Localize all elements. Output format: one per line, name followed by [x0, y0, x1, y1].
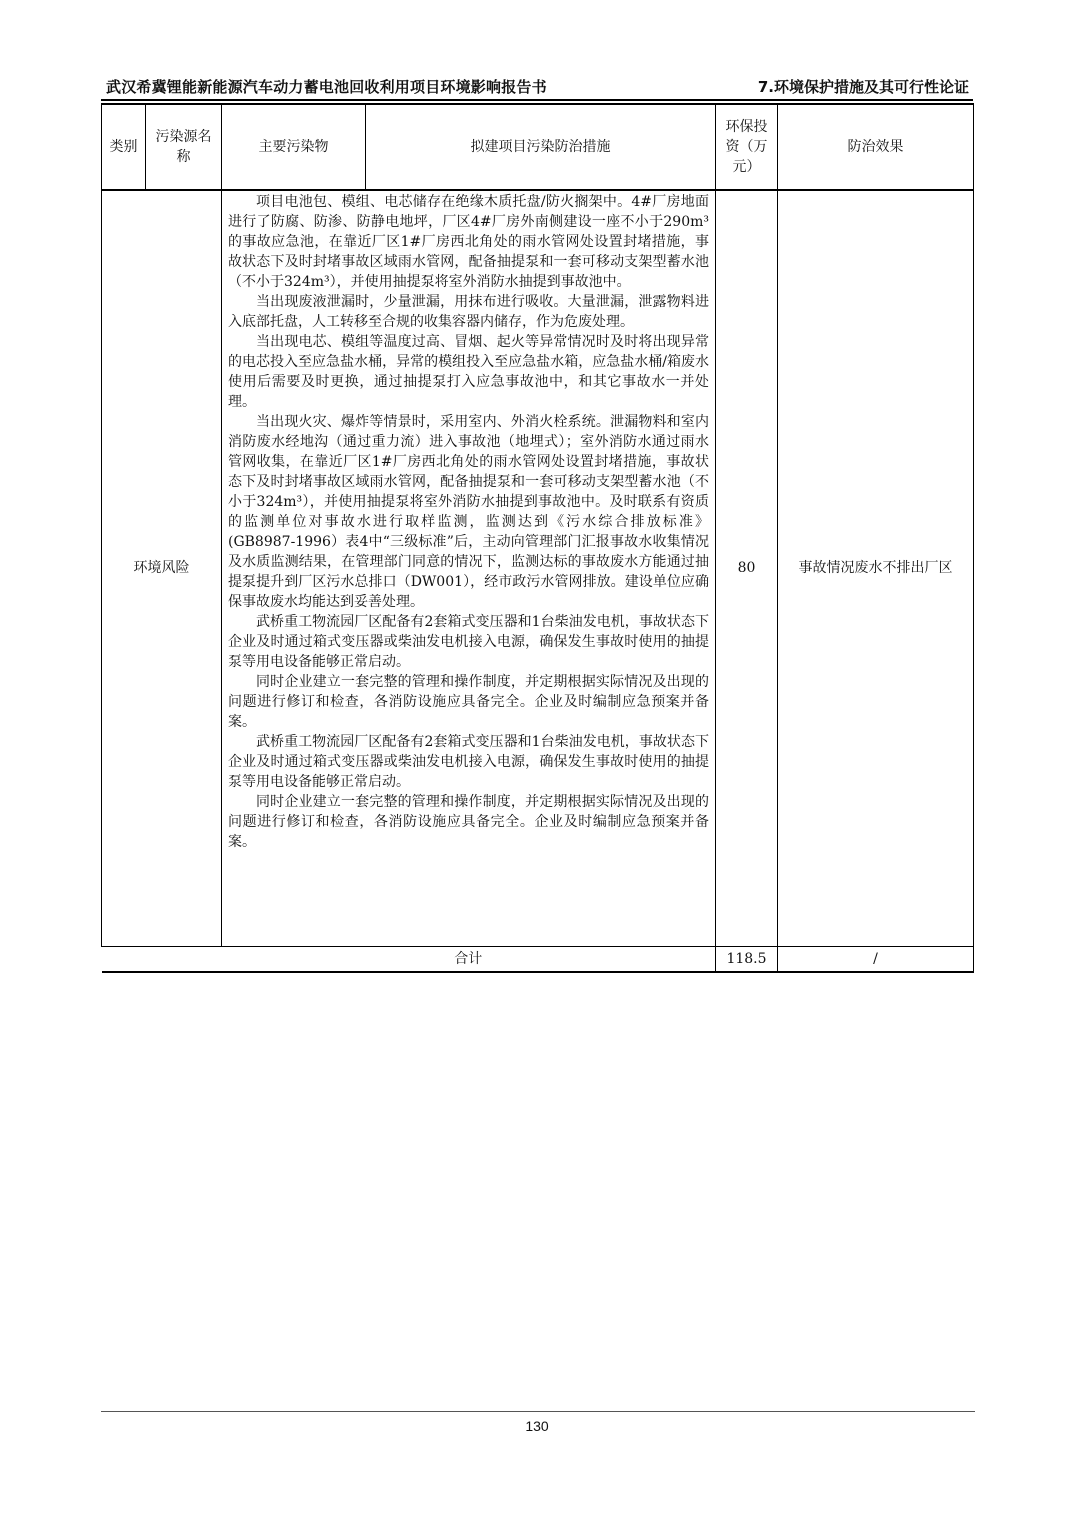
measure-paragraph: 项目电池包、模组、电芯储存在绝缘木质托盘/防火搁架中。4#厂房地面进行了防腐、防渗、防静电地坪，厂区4#厂房外南侧建设一座不小于290m³的事故应急池，在靠近厂区1#厂房西北角处的雨水管网处设置封堵措施，事故状态下及时封堵事故区域雨水管网，配备抽提泵和一套可移动支架型蓄水池（不小于324m³），并使用抽提泵将室外消防水抽提到事故池中。 — [228, 194, 709, 290]
total-investment: 118.5 — [716, 946, 778, 972]
category-cell: 环境风险 — [102, 190, 222, 946]
page-number: 130 — [525, 1418, 549, 1434]
col-header-effect: 防治效果 — [778, 104, 974, 190]
pollution-control-table — [101, 103, 974, 973]
footer-divider — [101, 1411, 975, 1412]
col-header-pollutant: 主要污染物 — [222, 104, 366, 190]
measures-cell — [222, 190, 716, 946]
total-label: 合计 — [222, 946, 716, 972]
table-header-row — [102, 104, 974, 190]
measure-paragraph: 同时企业建立一套完整的管理和操作制度，并定期根据实际情况及出现的问题进行修订和检查，各消防设施应具备完全。企业及时编制应急预案并备案。 — [228, 794, 709, 850]
investment-cell: 80 — [716, 190, 778, 946]
measure-paragraph: 当出现火灾、爆炸等情景时，采用室内、外消火栓系统。泄漏物料和室内消防废水经地沟（通过重力流）进入事故池（地埋式）；室外消防水通过雨水管网收集，在靠近厂区1#厂房西北角处的雨水管网处设置封堵措施，事故状态下及时封堵事故区域雨水管网，配备抽提泵和一套可移动支架型蓄水池（不小于324m³），并使用抽提泵将室外消防水抽提到事故池中。及时联系有资质的监测单位对事故水进行取样监测，监测达到《污水综合排放标准》(GB8987-1996）表4中“三级标准”后，主动向管理部门汇报事故水收集情况及水质监测结果，在管理部门同意的情况下，监测达标的事故废水方能通过抽提泵提升到厂区污水总排口（DW001），经市政污水管网排放。建设单位应确保事故废水均能达到妥善处理。 — [228, 414, 709, 610]
measure-paragraph: 武桥重工物流园厂区配备有2套箱式变压器和1台柴油发电机，事故状态下企业及时通过箱式变压器或柴油发电机接入电源，确保发生事故时使用的抽提泵等用电设备能够正常启动。 — [228, 734, 709, 790]
col-header-investment: 环保投资（万元） — [716, 104, 778, 190]
total-effect: / — [778, 946, 974, 972]
measure-paragraph: 当出现废液泄漏时，少量泄漏，用抹布进行吸收。大量泄漏，泄露物料进入底部托盘，人工转移至合规的收集容器内储存，作为危废处理。 — [228, 294, 709, 330]
col-header-source: 污染源名称 — [146, 104, 222, 190]
table-row — [102, 190, 974, 946]
col-header-measures: 拟建项目污染防治措施 — [366, 104, 716, 190]
chapter-title: 7.环境保护措施及其可行性论证 — [757, 78, 969, 96]
page-header — [101, 77, 973, 101]
report-title: 武汉希冀锂能新能源汽车动力蓄电池回收利用项目环境影响报告书 — [106, 78, 547, 96]
total-row — [102, 946, 974, 972]
effect-cell: 事故情况废水不排出厂区 — [778, 190, 974, 946]
col-header-category: 类别 — [102, 104, 146, 190]
measure-paragraph: 当出现电芯、模组等温度过高、冒烟、起火等异常情况时及时将出现异常的电芯投入至应急盐水桶，异常的模组投入至应急盐水箱，应急盐水桶/箱废水使用后需要及时更换，通过抽提泵打入应急事故池中，和其它事故水一并处理。 — [228, 334, 709, 410]
measure-paragraph: 武桥重工物流园厂区配备有2套箱式变压器和1台柴油发电机，事故状态下企业及时通过箱式变压器或柴油发电机接入电源，确保发生事故时使用的抽提泵等用电设备能够正常启动。 — [228, 614, 709, 670]
measure-paragraph: 同时企业建立一套完整的管理和操作制度，并定期根据实际情况及出现的问题进行修订和检查，各消防设施应具备完全。企业及时编制应急预案并备案。 — [228, 674, 709, 730]
